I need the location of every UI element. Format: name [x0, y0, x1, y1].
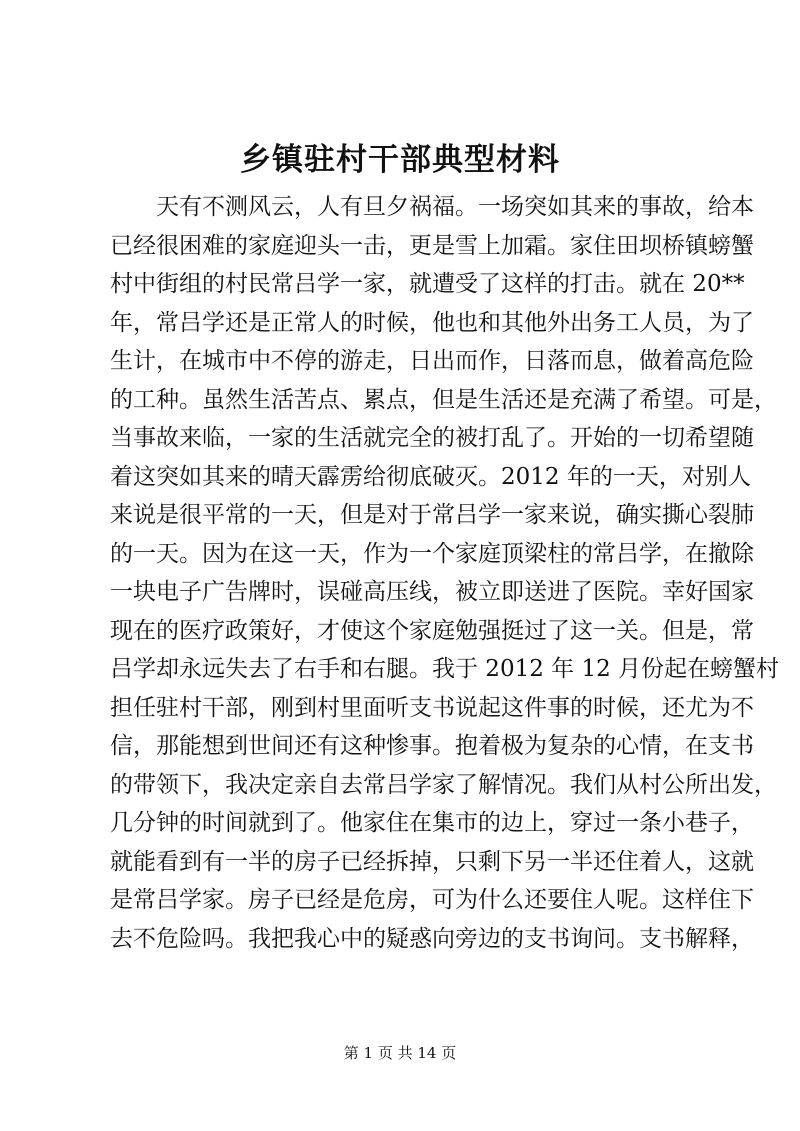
body-line: 一块电子广告牌时，误碰高压线，被立即送进了医院。幸好国家	[110, 579, 754, 605]
body-line: 信，那能想到世间还有这种惨事。抱着极为复杂的心情，在支书	[110, 733, 754, 759]
body-line: 的一天。因为在这一天，作为一个家庭顶梁柱的常吕学，在撤除	[110, 540, 754, 567]
body-line: 的带领下，我决定亲自去常吕学家了解情况。我们从村公所出发，	[110, 771, 777, 798]
body-line: 是常吕学家。房子已经是危房，可为什么还要住人呢。这样住下	[110, 887, 754, 913]
page-footer: 第 1 页 共 14 页	[343, 1044, 457, 1062]
body-line: 已经很困难的家庭迎头一击，更是雪上加霜。家住田坝桥镇螃蟹	[110, 232, 754, 259]
body-line: 生计，在城市中不停的游走，日出而作，日落而息，做着高危险	[110, 348, 754, 374]
body-line: 的工种。虽然生活苦点、累点，但是生活还是充满了希望。可是，	[110, 386, 777, 413]
document-title: 乡镇驻村干部典型材料	[240, 142, 560, 178]
body-line: 现在的医疗政策好，才使这个家庭勉强挺过了这一关。但是，常	[110, 617, 754, 644]
body-line: 来说是很平常的一天，但是对于常吕学一家来说，确实撕心裂肺	[110, 502, 754, 528]
body-line: 着这突如其来的晴天霹雳给彻底破灭。2012 年的一天，对别人	[110, 463, 751, 490]
body-line: 几分钟的时间就到了。他家住在集市的边上，穿过一条小巷子，	[110, 810, 754, 836]
body-line: 就能看到有一半的房子已经拆掉，只剩下另一半还住着人，这就	[110, 848, 754, 875]
body-line: 担任驻村干部，刚到村里面听支书说起这件事的时候，还尤为不	[110, 694, 754, 721]
body-line: 村中街组的村民常吕学一家，就遭受了这样的打击。就在 20**	[110, 271, 745, 297]
body-line: 当事故来临，一家的生活就完全的被打乱了。开始的一切希望随	[110, 425, 754, 451]
document-body	[110, 188, 780, 958]
body-line: 天有不测风云，人有旦夕祸福。一场突如其来的事故，给本	[156, 194, 754, 220]
body-line: 去不危险吗。我把我心中的疑惑向旁边的支书询问。支书解释，	[110, 925, 754, 952]
body-line: 年，常吕学还是正常人的时候，他也和其他外出务工人员，为了	[110, 309, 754, 336]
body-line: 吕学却永远失去了右手和右腿。我于 2012 年 12 月份起在螃蟹村	[110, 656, 780, 682]
